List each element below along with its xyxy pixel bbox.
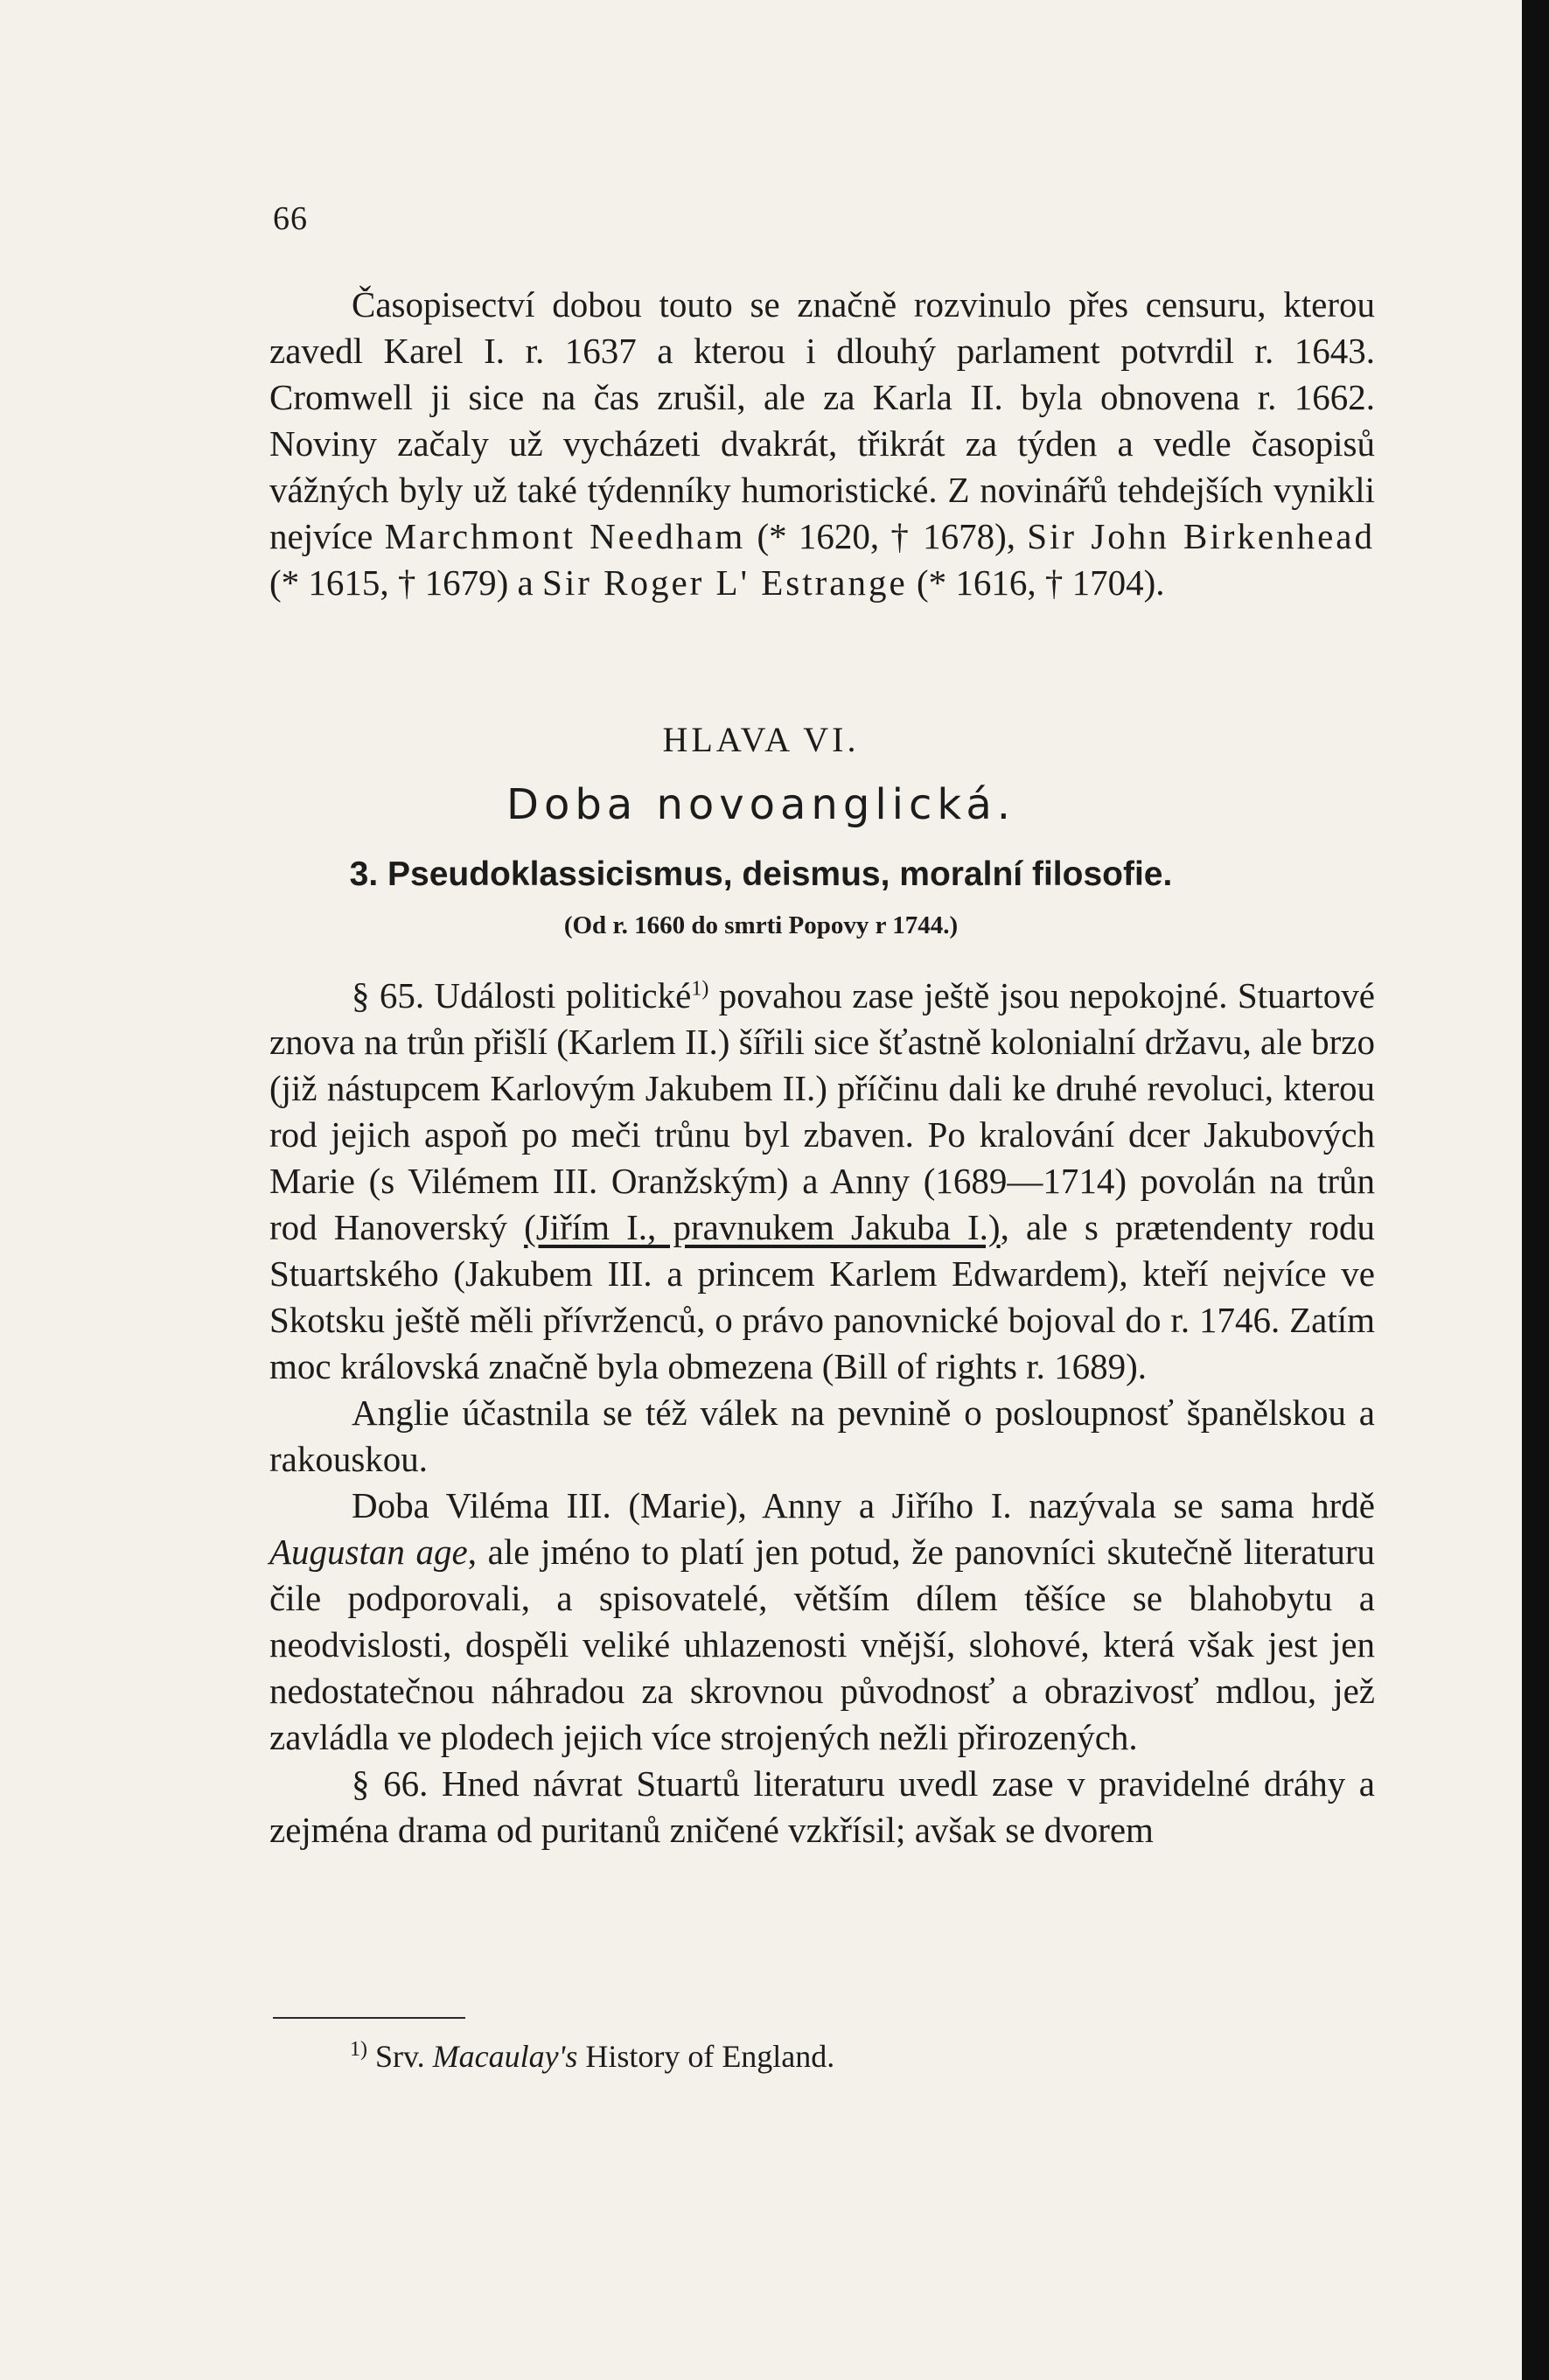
- paragraph-augustan-age: [269, 1483, 1375, 1761]
- paragraph-text: , ale jméno to platí jen potud, že panovníci skutečně literaturu čile podporovali, a spisovatelé, větším dílem těšíce se blahobytu a neodvislosti, dospěli veliké uhlazenosti vnější, slohové, která však jest jen nedostatečnou náhradou za skrovnou původnosť a obrazivosť mdlou, jež zavládla ve plodech jejich více strojených nežli přirozených.: [269, 1532, 1376, 1757]
- paragraph-journalism: [269, 282, 1375, 606]
- paragraph-wars: Anglie účastnila se též válek na pevnině o posloupnosť španělskou a rakouskou.: [269, 1392, 1375, 1479]
- paragraph-text: (* 1616, † 1704).: [907, 562, 1165, 603]
- footnote-ref: 1): [691, 977, 709, 1001]
- paragraph-text: Hned návrat Stuartů literaturu uvedl zase v pravidelné dráhy a zejména drama od puritanů zničené vzkřísil; avšak se dvorem: [269, 1763, 1376, 1850]
- paragraph-text: , ale s prætendenty rodu Stuartského (Jakubem III. a princem Karlem Edwardem), kteří nejvíce ve Skotsku ještě měli přívrženců, o právo panovnické bojoval do r. 1746. Zatím moc královská značně byla obmezena (Bill of rights r. 1689).: [269, 1207, 1375, 1386]
- paragraph-66: [269, 1761, 1375, 1853]
- paragraph-text: (* 1620, † 1678),: [745, 516, 1028, 556]
- paragraph-text: Časopisectví dobou touto se značně rozvinulo přes censuru, kterou zavedl Karel I. r. 1637 a kterou i dlouhý parlament potvrdil r. 1643. Cromwell ji sice na čas zrušil, ale za Karla II. byla obnovena r. 1662. Noviny začaly už vycházeti dvakrát, třikrát za týden a vedle časopisů vážných byly už také týdenníky humoristické. Z novinářů tehdejších vynikli nejvíce: [269, 284, 1375, 556]
- underlined-text: (Jiřím I., pravnukem Jakuba I.): [524, 1207, 1001, 1247]
- footnote-italic: Macaulay's: [432, 2039, 578, 2074]
- paragraph-text: (* 1615, † 1679) a: [269, 562, 543, 603]
- person-name: Sir John Birkenhead: [1027, 516, 1375, 556]
- footnote-divider: [273, 2017, 465, 2019]
- paragraph-text: povahou zase ještě jsou nepokojné. Stuartové znova na trůn přišlí (Karlem II.) šířili sice šťastně kolonialní državu, ale brzo (již nástupcem Karlovým Jakubem II.) příčinu dali ke druhé revoluci, kterou rod jejich aspoň po meči trůnu byl zbaven. Po kralování dcer Jakubových Marie (s Vilémem III. Oranžským) a Anny (1689—1714) povolán na trůn rod Hanoverský: [269, 975, 1376, 1247]
- main-text: [269, 973, 1375, 1853]
- section-mark: § 65.: [352, 975, 425, 1016]
- section-mark: § 66.: [352, 1763, 429, 1804]
- paragraph-65: [269, 973, 1375, 1390]
- person-name: Sir Roger L' Estrange: [542, 562, 908, 603]
- page-number: 66: [273, 200, 308, 237]
- italic-term: Augustan age: [269, 1532, 468, 1572]
- footnote: [350, 2038, 834, 2075]
- scan-edge: [1522, 0, 1549, 2380]
- footnote-text: History of England.: [577, 2039, 835, 2074]
- section-title: 3. Pseudoklassicismus, deismus, moralní filosofie.: [349, 855, 1173, 893]
- footnote-text: Srv.: [367, 2039, 433, 2074]
- paragraph-text: Události politické: [424, 975, 692, 1016]
- part-title: Doba novoanglická.: [506, 780, 1016, 829]
- chapter-heading: HLAVA VI.: [662, 720, 860, 759]
- paragraph-text: Doba Viléma III. (Marie), Anny a Jiřího I. nazývala se sama hrdě: [352, 1485, 1375, 1525]
- footnote-marker: 1): [350, 2038, 367, 2061]
- person-name: Marchmont Needham: [384, 516, 746, 556]
- section-subtitle: (Od r. 1660 do smrti Popovy r 1744.): [563, 911, 959, 939]
